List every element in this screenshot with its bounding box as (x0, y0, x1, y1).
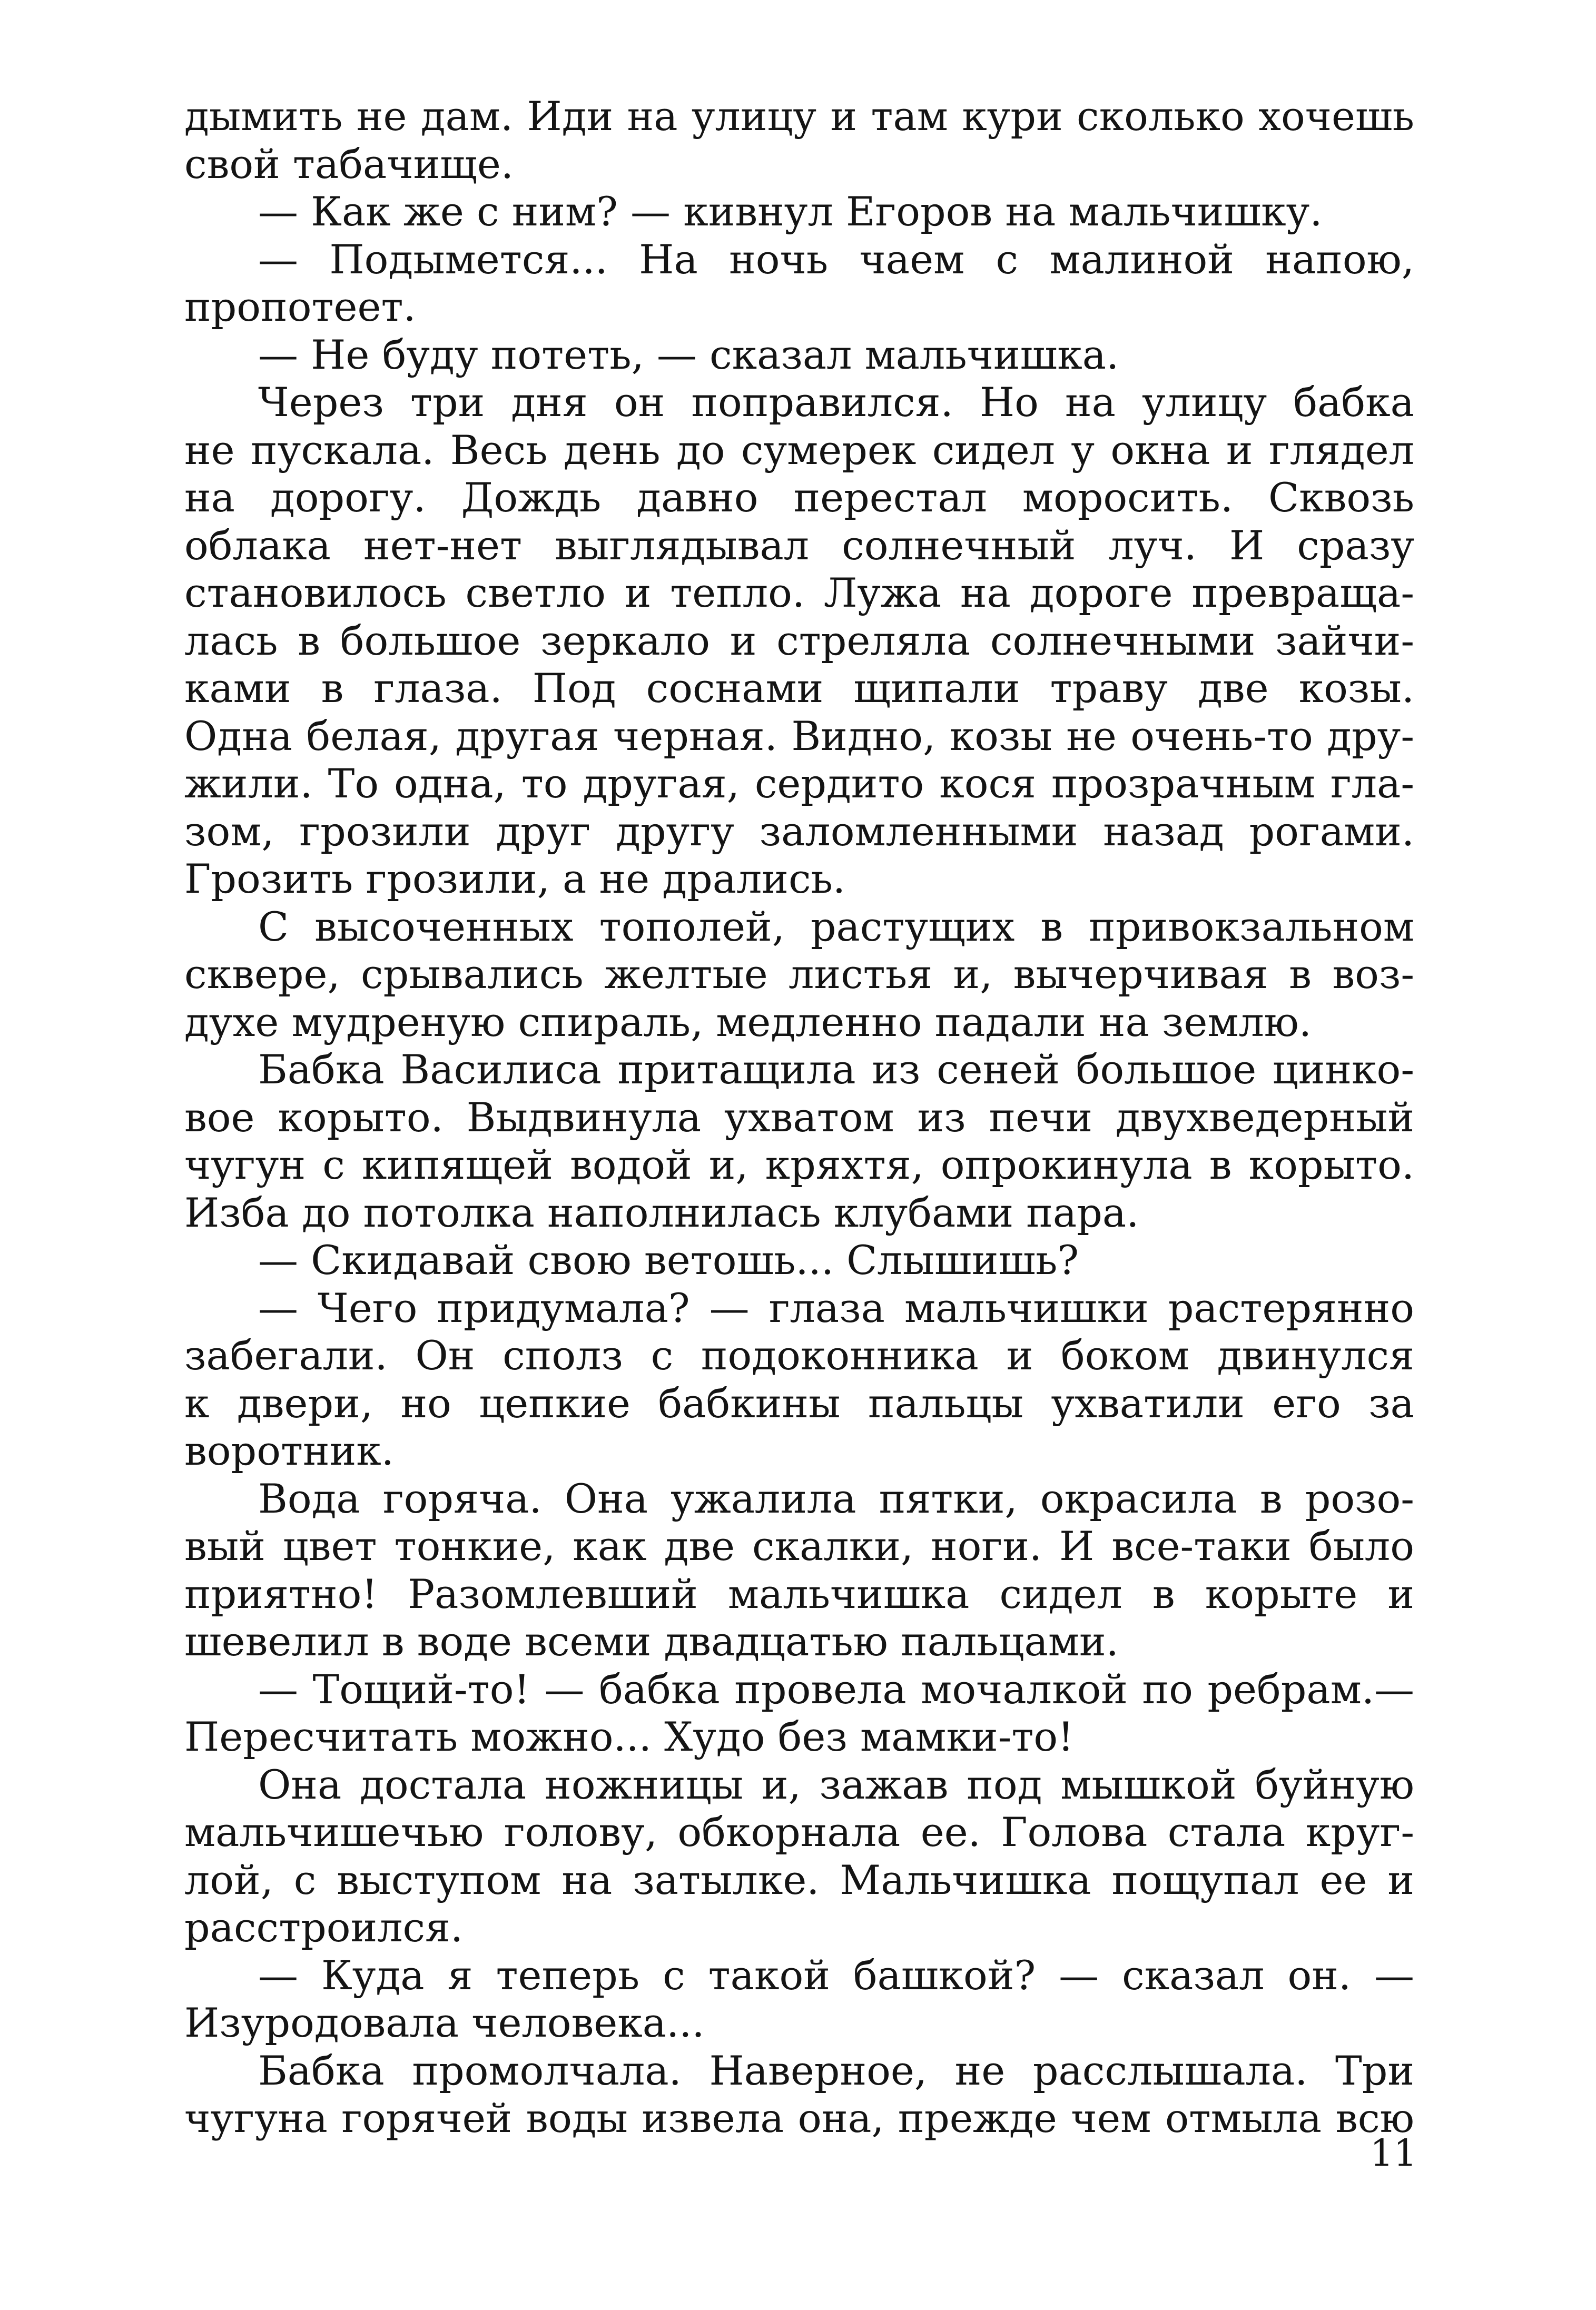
text-line: вый цвет тонкие, как две скалки, ноги. И все-таки было (184, 1523, 1414, 1569)
text-line: свой табачище. (184, 140, 514, 187)
text-line: забегали. Он сполз с подоконника и боком двинулся (184, 1332, 1414, 1379)
text-line: не пускала. Весь день до сумерек сидел у окна и глядел (184, 426, 1414, 473)
text-line: Вода горяча. Она ужалила пятки, окрасила в розо- (258, 1475, 1414, 1522)
text-line: — Тощий-то! — бабка провела мочалкой по ребрам.— (258, 1665, 1414, 1713)
text-line: жили. То одна, то другая, сердито кося прозрачным гла- (184, 760, 1414, 807)
text-line: к двери, но цепкие бабкины пальцы ухватили его за (184, 1379, 1414, 1427)
text-line: Пересчитать можно... Худо без мамки-то! (184, 1713, 1074, 1760)
text-line: С высоченных тополей, растущих в привокзальном (258, 903, 1414, 950)
text-line: зом, грозили друг другу заломленными назад рогами. (184, 807, 1414, 855)
text-line: Через три дня он поправился. Но на улицу бабка (258, 379, 1414, 426)
text-line: Изуродовала человека... (184, 1999, 705, 2046)
text-line: — Чего придумала? — глаза мальчишки растерянно (258, 1284, 1414, 1331)
text-line: лась в большое зеркало и стреляла солнечными зайчи- (184, 617, 1414, 664)
text-line: облака нет-нет выглядывал солнечный луч. И сразу (184, 521, 1414, 569)
text-line: мальчишечью голову, обкорнала ее. Голова стала круг- (184, 1809, 1414, 1855)
text-line: чугуна горячей воды извела она, прежде чем отмыла всю (184, 2095, 1414, 2141)
text-line: сквере, срывались желтые листья и, вычерчивая в воз- (184, 951, 1414, 998)
text-line: Изба до потолка наполнилась клубами пара. (184, 1189, 1139, 1236)
text-line: становилось светло и тепло. Лужа на дороге превраща- (184, 569, 1414, 616)
text-line: на дорогу. Дождь давно перестал моросить. Сквозь (184, 474, 1414, 521)
text-line: — Подымется... На ночь чаем с малиной напою, (258, 235, 1414, 283)
text-line: дымить не дам. Иди на улицу и там кури сколько хочешь (184, 93, 1414, 140)
text-line: Бабка Василиса притащила из сеней большое цинко- (258, 1046, 1414, 1093)
page-number: 11 (1370, 2131, 1417, 2175)
text-line: вое корыто. Выдвинула ухватом из печи двухведерный (184, 1093, 1414, 1141)
text-line: лой, с выступом на затылке. Мальчишка пощупал ее и (184, 1856, 1414, 1903)
text-line: шевелил в воде всеми двадцатью пальцами. (184, 1618, 1119, 1665)
text-line: — Куда я теперь с такой башкой? — сказал он. — (258, 1951, 1414, 1999)
text-line: духе мудреную спираль, медленно падали на землю. (184, 998, 1312, 1045)
text-line: Одна белая, другая черная. Видно, козы не очень-то дру- (184, 712, 1414, 759)
body-text (184, 93, 1414, 2143)
text-line: пропотеет. (184, 283, 416, 330)
text-line: — Как же с ним? — кивнул Егоров на мальчишку. (258, 188, 1323, 235)
text-line: Грозить грозили, а не дрались. (184, 855, 846, 902)
text-line: приятно! Разомлевший мальчишка сидел в корыте и (184, 1570, 1414, 1617)
text-line: воротник. (184, 1427, 394, 1474)
text-line: чугун с кипящей водой и, кряхтя, опрокинула в корыто. (184, 1141, 1414, 1188)
text-line: Она достала ножницы и, зажав под мышкой буйную (258, 1761, 1414, 1808)
text-line: — Скидавай свою ветошь... Слышишь? (258, 1237, 1079, 1284)
text-line: — Не буду потеть, — сказал мальчишка. (258, 331, 1119, 378)
text-line: расстроился. (184, 1904, 464, 1951)
text-line: Бабка промолчала. Наверное, не расслышала. Три (258, 2047, 1414, 2094)
text-line: ками в глаза. Под соснами щипали траву две козы. (184, 665, 1414, 712)
